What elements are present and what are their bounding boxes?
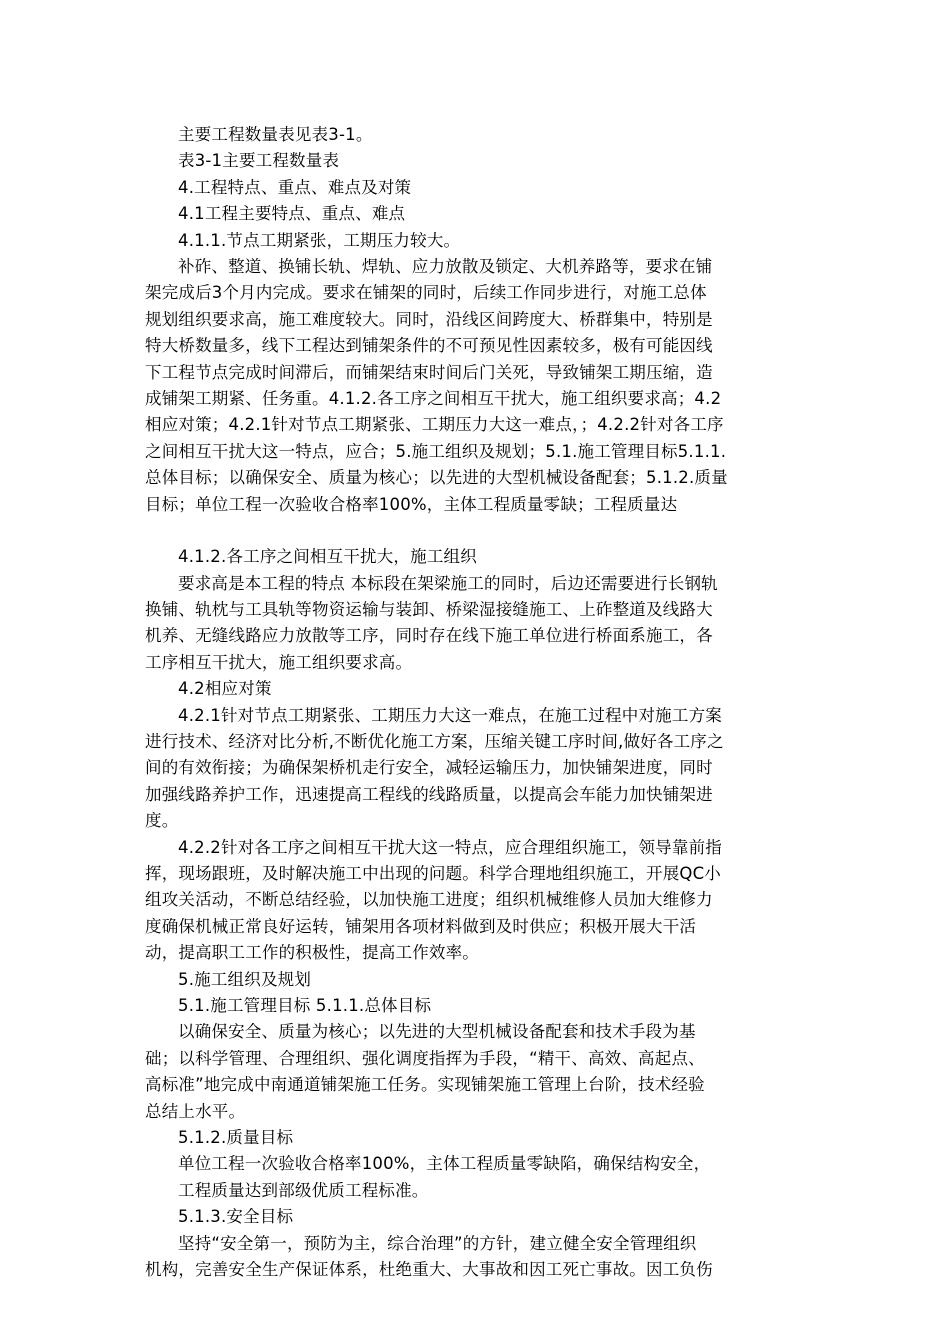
text-line: 5.1.2.质量目标 [178, 1128, 294, 1148]
text-line: 主要工程数量表见表3-1。 [178, 125, 373, 144]
text-line: 总体目标；以确保安全、质量为核心；以先进的大型机械设备配套；5.1.2.质量 [145, 468, 728, 488]
text-line: 4.1工程主要特点、重点、难点 [178, 204, 406, 224]
text-line: 度确保机械正常良好运转，铺架用各项材料做到及时供应；积极开展大干活 [145, 916, 697, 936]
text-line: 5.1.施工管理目标 5.1.1.总体目标 [178, 996, 432, 1015]
text-line: 间的有效衔接；为确保架桥机走行安全，减轻运输压力，加快铺架进度，同时 [145, 758, 713, 778]
text-line: 相应对策；4.2.1针对节点工期紧张、工期压力大这一难点，；4.2.2针对各工序 [145, 415, 724, 435]
text-line: 4.2.1针对节点工期紧张、工期压力大这一难点，在施工过程中对施工方案 [178, 705, 722, 725]
text-line: 工程质量达到部级优质工程标准。 [178, 1180, 429, 1200]
text-line: 4.2相应对策 [178, 679, 272, 699]
text-line: 机养、无缝线路应力放散等工序，同时存在线下施工单位进行桥面系施工，各 [145, 626, 713, 646]
text-line: 表3-1主要工程数量表 [178, 151, 340, 171]
text-line: 度。 [145, 811, 179, 831]
text-line: 5.1.3.安全目标 [178, 1207, 294, 1227]
text-line: 4.1.2.各工序之间相互干扰大，施工组织 [178, 547, 477, 567]
text-line: 坚持“安全第一，预防为主，综合治理”的方针，建立健全安全管理组织 [178, 1233, 697, 1253]
text-line: 架完成后3个月内完成。要求在铺架的同时，后续工作同步进行，对施工总体 [145, 283, 707, 303]
text-line: 下工程节点完成时间滞后，而铺架结束时间后门关死，导致铺架工期压缩，造 [145, 362, 713, 382]
text-line: 加强线路养护工作，迅速提高工程线的线路质量，以提高会车能力加快铺架进 [145, 784, 713, 804]
text-line: 进行技术、经济对比分析,不断优化施工方案，压缩关键工序时间,做好各工序之 [145, 731, 724, 751]
summary-paragraph-block [145, 122, 805, 518]
text-line: 以确保安全、质量为核心；以先进的大型机械设备配套和技术手段为基 [178, 1022, 696, 1042]
text-line: 特大桥数量多，线下工程达到铺架条件的不可预见性因素较多，极有可能因线 [145, 336, 713, 356]
text-line: 4.2.2针对各工序之间相互干扰大这一特点，应合理组织施工，领导靠前指 [178, 837, 722, 857]
document-body [145, 122, 805, 1283]
text-line: 目标；单位工程一次验收合格率100%，主体工程质量零缺；工程质量达 [145, 494, 678, 514]
text-line: 单位工程一次验收合格率100%，主体工程质量零缺陷，确保结构安全， [178, 1154, 711, 1174]
text-line: 动，提高职工工作的积极性，提高工作效率。 [145, 943, 479, 963]
text-line: 工序相互干扰大，施工组织要求高。 [145, 652, 413, 672]
text-line: 4.工程特点、重点、难点及对策 [178, 177, 412, 197]
text-line: 总结上水平。 [145, 1101, 246, 1121]
text-line: 组攻关活动，不断总结经验，以加快施工进度；组织机械维修人员加大维修力 [145, 890, 713, 910]
text-line: 换铺、轨枕与工具轨等物资运输与装卸、桥梁湿接缝施工、上砟整道及线路大 [145, 599, 713, 619]
paragraph-gap [145, 518, 805, 544]
text-line: 成铺架工期紧、任务重。4.1.2.各工序之间相互干扰大，施工组织要求高；4.2 [145, 389, 722, 409]
text-line: 础；以科学管理、合理组织、强化调度指挥为手段，“精干、高效、高起点、 [145, 1048, 705, 1068]
text-line: 机构，完善安全生产保证体系，杜绝重大、大事故和因工死亡事故。因工负伤 [145, 1260, 713, 1280]
text-line: 补砟、整道、换铺长轨、焊轨、应力放散及锁定、大机养路等，要求在铺 [178, 257, 713, 277]
detail-paragraph-block [145, 544, 805, 1283]
text-line: 5.施工组织及规划 [178, 969, 312, 989]
text-line: 规划组织要求高，施工难度较大。同时，沿线区间跨度大、桥群集中，特别是 [145, 309, 713, 329]
text-line: 之间相互干扰大这一特点，应合；5.施工组织及规划；5.1.施工管理目标5.1.1. [145, 441, 727, 461]
text-line: 挥，现场跟班，及时解决施工中出现的问题。科学合理地组织施工，开展QC小 [145, 863, 722, 883]
text-line: 要求高是本工程的特点 本标段在架梁施工的同时，后边还需要进行长钢轨 [178, 573, 718, 593]
text-line: 4.1.1.节点工期紧张，工期压力较大。 [178, 230, 461, 250]
text-line: 高标准”地完成中南通道铺架施工任务。实现铺架施工管理上台阶，技术经验 [145, 1075, 705, 1095]
